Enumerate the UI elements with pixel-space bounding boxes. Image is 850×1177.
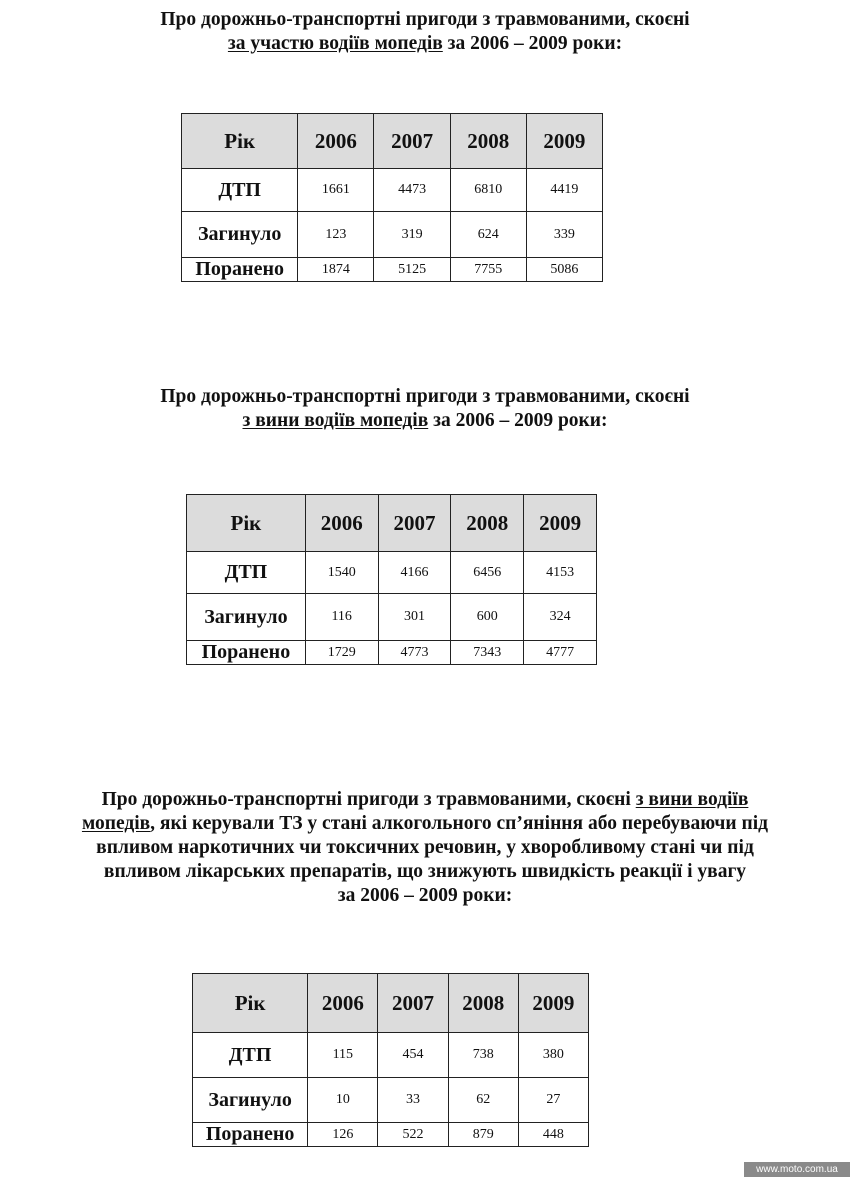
value-cell: 126 xyxy=(308,1123,378,1147)
value-cell: 301 xyxy=(378,594,451,641)
value-cell: 1540 xyxy=(305,552,378,594)
heading-text: за 2006 – 2009 роки: xyxy=(442,33,623,54)
value-cell: 339 xyxy=(526,212,602,258)
value-cell: 5086 xyxy=(526,258,602,282)
year-header-cell: 2007 xyxy=(374,114,450,169)
year-header-label: Рік xyxy=(193,974,308,1033)
heading-line xyxy=(0,788,850,812)
heading-underlined-text: мопедів xyxy=(81,813,151,834)
value-cell: 33 xyxy=(378,1078,448,1123)
year-header-cell: 2008 xyxy=(448,974,518,1033)
section-1-heading xyxy=(0,8,850,56)
year-header-cell: 2006 xyxy=(298,114,374,169)
year-header-cell: 2006 xyxy=(305,495,378,552)
heading-text: впливом наркотичних чи токсичних речовин, у хворобливому стані чи під xyxy=(96,837,754,858)
watermark: www.moto.com.ua xyxy=(744,1162,850,1177)
value-cell: 115 xyxy=(308,1033,378,1078)
table-row xyxy=(193,1123,589,1147)
year-header-cell: 2007 xyxy=(378,495,451,552)
value-cell: 6456 xyxy=(451,552,524,594)
value-cell: 4773 xyxy=(378,641,451,665)
value-cell: 6810 xyxy=(450,169,526,212)
section-3-heading xyxy=(0,788,850,908)
heading-line xyxy=(0,884,850,908)
value-cell: 738 xyxy=(448,1033,518,1078)
value-cell: 4419 xyxy=(526,169,602,212)
table-row xyxy=(187,552,597,594)
value-cell: 522 xyxy=(378,1123,448,1147)
heading-text: , які керували ТЗ у стані алкогольного сп’яніння або перебуваючи під xyxy=(150,813,769,834)
table-row xyxy=(193,1078,589,1123)
value-cell: 7343 xyxy=(451,641,524,665)
year-header-cell: 2009 xyxy=(518,974,588,1033)
value-cell: 600 xyxy=(451,594,524,641)
year-header-label: Рік xyxy=(187,495,306,552)
value-cell: 4166 xyxy=(378,552,451,594)
year-header-cell: 2006 xyxy=(308,974,378,1033)
value-cell: 324 xyxy=(524,594,597,641)
stats-table-3 xyxy=(192,973,589,1147)
row-label: Загинуло xyxy=(187,594,306,641)
table-header-row xyxy=(187,495,597,552)
heading-line xyxy=(0,836,850,860)
row-label: ДТП xyxy=(193,1033,308,1078)
table-header-row xyxy=(193,974,589,1033)
section-2-heading xyxy=(0,385,850,433)
value-cell: 116 xyxy=(305,594,378,641)
value-cell: 4473 xyxy=(374,169,450,212)
year-header-cell: 2008 xyxy=(451,495,524,552)
table-header-row xyxy=(182,114,603,169)
table-row xyxy=(182,169,603,212)
heading-line xyxy=(0,8,850,32)
heading-line xyxy=(0,409,850,433)
table-row xyxy=(193,1033,589,1078)
table-row xyxy=(187,641,597,665)
heading-line xyxy=(0,32,850,56)
heading-text: за 2006 – 2009 роки: xyxy=(337,885,513,906)
value-cell: 319 xyxy=(374,212,450,258)
table-row xyxy=(182,212,603,258)
value-cell: 879 xyxy=(448,1123,518,1147)
year-header-cell: 2009 xyxy=(524,495,597,552)
heading-underlined-text: за участю водіїв мопедів xyxy=(227,33,443,54)
value-cell: 5125 xyxy=(374,258,450,282)
value-cell: 380 xyxy=(518,1033,588,1078)
value-cell: 27 xyxy=(518,1078,588,1123)
heading-text: Про дорожньо-транспортні пригоди з травмованими, скоєні xyxy=(160,9,690,30)
row-label: Поранено xyxy=(187,641,306,665)
value-cell: 448 xyxy=(518,1123,588,1147)
year-header-label: Рік xyxy=(182,114,298,169)
heading-text: Про дорожньо-транспортні пригоди з травмованими, скоєні xyxy=(160,386,690,407)
stats-table-1 xyxy=(181,113,603,282)
heading-line xyxy=(0,860,850,884)
heading-underlined-text: з вини водіїв xyxy=(635,789,749,810)
value-cell: 10 xyxy=(308,1078,378,1123)
row-label: Загинуло xyxy=(182,212,298,258)
value-cell: 454 xyxy=(378,1033,448,1078)
value-cell: 624 xyxy=(450,212,526,258)
year-header-cell: 2007 xyxy=(378,974,448,1033)
row-label: Загинуло xyxy=(193,1078,308,1123)
heading-text: за 2006 – 2009 роки: xyxy=(428,410,608,431)
value-cell: 7755 xyxy=(450,258,526,282)
heading-text: Про дорожньо-транспортні пригоди з травмованими, скоєні xyxy=(101,789,636,810)
row-label: Поранено xyxy=(193,1123,308,1147)
value-cell: 1874 xyxy=(298,258,374,282)
table-row xyxy=(187,594,597,641)
heading-underlined-text: з вини водіїв мопедів xyxy=(242,410,429,431)
year-header-cell: 2008 xyxy=(450,114,526,169)
table-row xyxy=(182,258,603,282)
value-cell: 123 xyxy=(298,212,374,258)
heading-line xyxy=(0,812,850,836)
stats-table-2 xyxy=(186,494,597,665)
value-cell: 62 xyxy=(448,1078,518,1123)
value-cell: 4153 xyxy=(524,552,597,594)
row-label: Поранено xyxy=(182,258,298,282)
heading-line xyxy=(0,385,850,409)
row-label: ДТП xyxy=(182,169,298,212)
row-label: ДТП xyxy=(187,552,306,594)
value-cell: 1661 xyxy=(298,169,374,212)
value-cell: 1729 xyxy=(305,641,378,665)
heading-text: впливом лікарських препаратів, що знижують швидкість реакції і увагу xyxy=(103,861,747,882)
value-cell: 4777 xyxy=(524,641,597,665)
year-header-cell: 2009 xyxy=(526,114,602,169)
